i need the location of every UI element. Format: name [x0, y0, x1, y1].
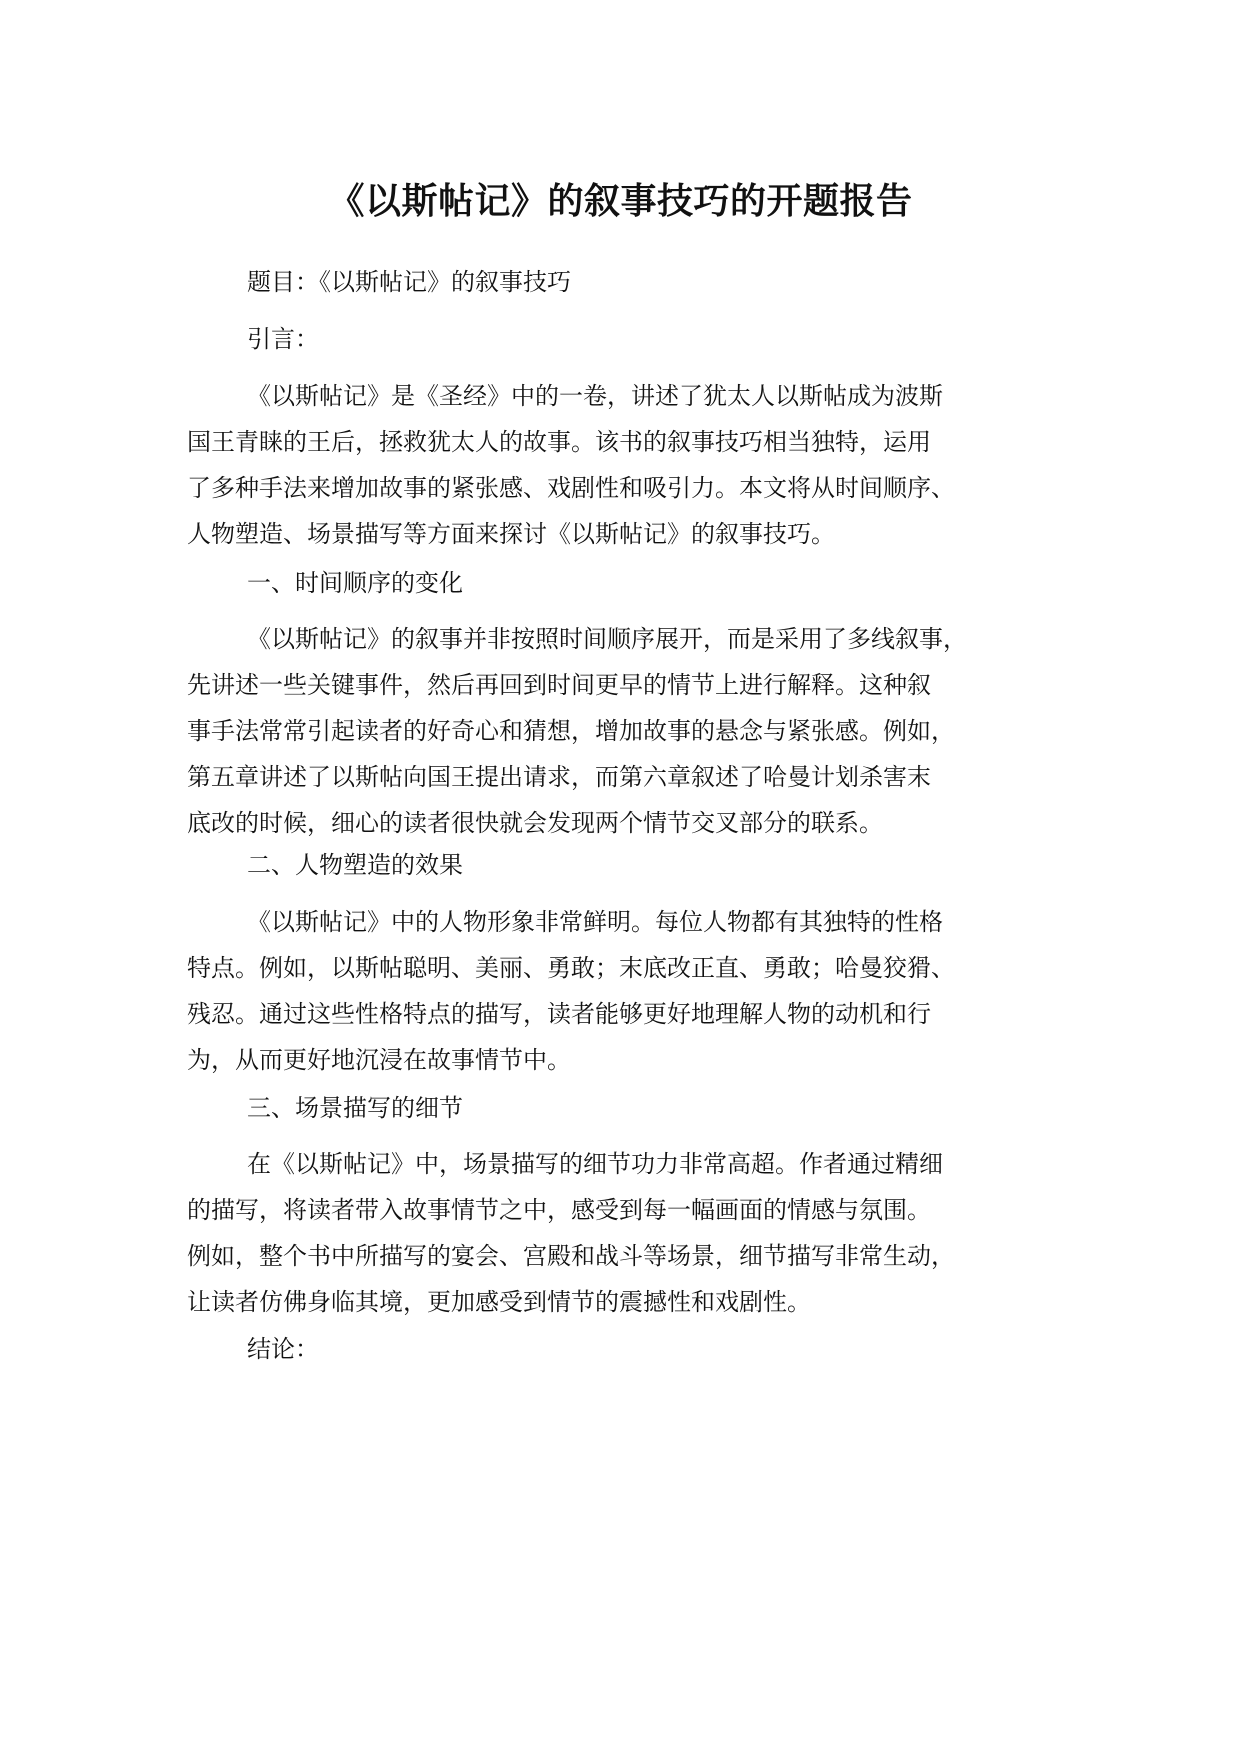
section2-heading: 二、人物塑造的效果	[247, 851, 463, 879]
section1-heading: 一、时间顺序的变化	[247, 569, 463, 597]
conclusion-heading: 结论：	[247, 1335, 319, 1363]
paragraph-line: 为，从而更好地沉浸在故事情节中。	[187, 1046, 571, 1074]
paragraph-line: 特点。例如，以斯帖聪明、美丽、勇敢；末底改正直、勇敢；哈曼狡猾、	[187, 954, 955, 982]
topic-line: 题目：《以斯帖记》的叙事技巧	[247, 268, 571, 296]
paragraph-line: 底改的时候，细心的读者很快就会发现两个情节交叉部分的联系。	[187, 809, 883, 837]
paragraph-line: 的描写，将读者带入故事情节之中，感受到每一幅画面的情感与氛围。	[187, 1196, 931, 1224]
paragraph-line: 在《以斯帖记》中，场景描写的细节功力非常高超。作者通过精细	[247, 1150, 943, 1178]
section1-paragraph	[187, 616, 1087, 846]
section3-heading: 三、场景描写的细节	[247, 1094, 463, 1122]
paragraph-line: 让读者仿佛身临其境，更加感受到情节的震撼性和戏剧性。	[187, 1288, 811, 1316]
paragraph-line: 了多种手法来增加故事的紧张感、戏剧性和吸引力。本文将从时间顺序、	[187, 474, 955, 502]
section3-paragraph	[187, 1141, 1087, 1325]
paragraph-line: 国王青睐的王后，拯救犹太人的故事。该书的叙事技巧相当独特，运用	[187, 428, 931, 456]
intro-paragraph	[187, 373, 1087, 557]
paragraph-line: 人物塑造、场景描写等方面来探讨《以斯帖记》的叙事技巧。	[187, 520, 835, 548]
paragraph-line: 《以斯帖记》中的人物形象非常鲜明。每位人物都有其独特的性格	[247, 908, 943, 936]
paragraph-line: 事手法常常引起读者的好奇心和猜想，增加故事的悬念与紧张感。例如，	[187, 717, 955, 745]
section2-paragraph	[187, 899, 1087, 1083]
paragraph-line: 第五章讲述了以斯帖向国王提出请求，而第六章叙述了哈曼计划杀害末	[187, 763, 931, 791]
intro-heading: 引言：	[247, 325, 319, 353]
paragraph-line: 《以斯帖记》是《圣经》中的一卷，讲述了犹太人以斯帖成为波斯	[247, 382, 943, 410]
paragraph-line: 例如，整个书中所描写的宴会、宫殿和战斗等场景，细节描写非常生动，	[187, 1242, 955, 1270]
paragraph-line: 《以斯帖记》的叙事并非按照时间顺序展开，而是采用了多线叙事，	[247, 625, 967, 653]
paragraph-line: 先讲述一些关键事件，然后再回到时间更早的情节上进行解释。这种叙	[187, 671, 931, 699]
paragraph-line: 残忍。通过这些性格特点的描写，读者能够更好地理解人物的动机和行	[187, 1000, 931, 1028]
document-title: 《以斯帖记》的叙事技巧的开题报告	[328, 181, 913, 222]
